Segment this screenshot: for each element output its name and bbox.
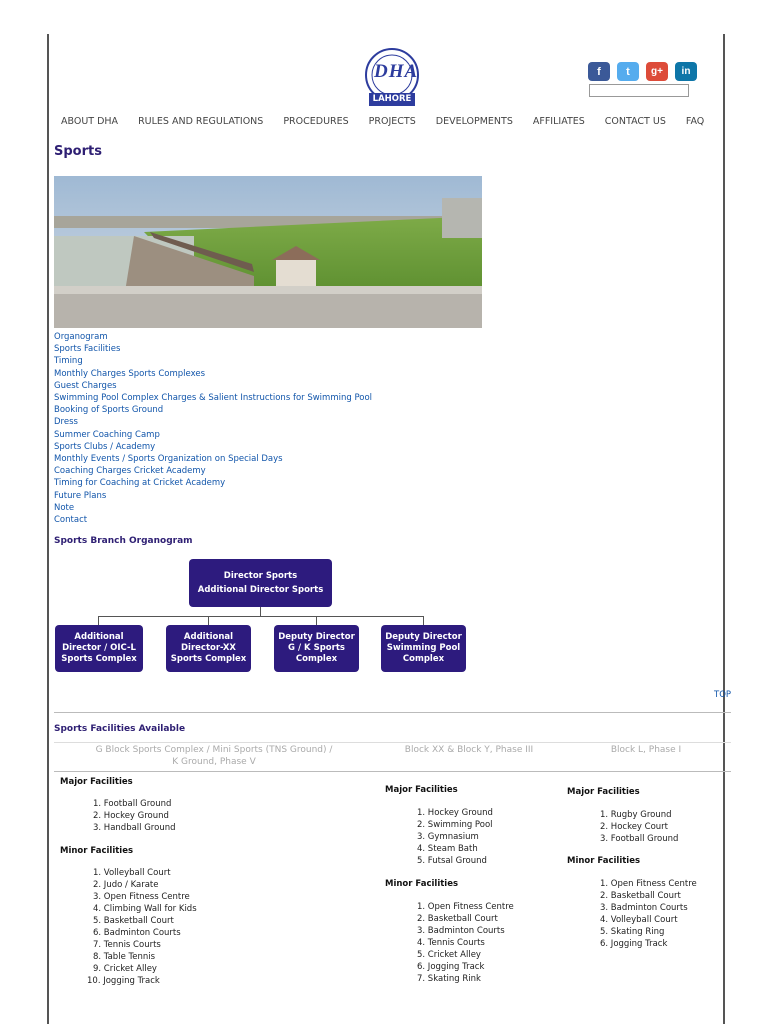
org-box-director-sports (189, 559, 332, 607)
org-director-line1: Director Sports (223, 570, 298, 581)
facility-column-header-block-xx (384, 744, 554, 756)
minor-facilities-label: Minor Facilities (60, 846, 134, 856)
page-title: Sports (54, 144, 102, 159)
dha-logo[interactable] (356, 47, 428, 109)
org-child-line: Deputy Director (385, 632, 462, 642)
major-facilities-label: Major Facilities (567, 787, 640, 797)
list-item: 2. Swimming Pool (417, 820, 493, 830)
org-child-line: Deputy Director (278, 632, 355, 642)
link-timing-coaching[interactable]: Timing for Coaching at Cricket Academy (54, 478, 226, 489)
nav-about-dha[interactable]: ABOUT DHA (61, 116, 119, 127)
list-item: 3. Handball Ground (93, 823, 176, 833)
link-booking-sports-ground[interactable]: Booking of Sports Ground (54, 405, 164, 416)
logo-text: DHA (374, 61, 419, 82)
list-item: 4. Steam Bath (417, 844, 478, 854)
org-box-gk-sports (274, 625, 359, 672)
list-item: 5. Skating Ring (600, 927, 665, 937)
divider (54, 712, 731, 713)
column-header-line: Block XX & Block Y, Phase III (404, 745, 534, 755)
org-connector (98, 616, 99, 625)
list-item: 6. Jogging Track (417, 962, 485, 972)
org-box-oic-l (55, 625, 143, 672)
minor-facilities-label: Minor Facilities (567, 856, 641, 866)
logo-subtext: LAHORE (372, 94, 412, 104)
nav-faq[interactable]: FAQ (685, 116, 705, 127)
nav-projects[interactable]: PROJECTS (368, 116, 416, 127)
search-input[interactable] (589, 84, 689, 97)
org-connector (260, 607, 261, 616)
list-item: 1. Volleyball Court (93, 868, 171, 878)
list-item: 3. Badminton Courts (600, 903, 688, 913)
list-item: 9. Cricket Alley (93, 964, 157, 974)
main-nav (61, 116, 704, 127)
list-item: 3. Open Fitness Centre (93, 892, 190, 902)
link-note[interactable]: Note (54, 502, 75, 513)
org-director-line2: Additional Director Sports (197, 584, 324, 595)
list-item: 1. Football Ground (93, 799, 172, 809)
org-connector (423, 616, 424, 625)
column-header-line: Block L, Phase I (610, 745, 682, 755)
org-child-line: Additional (183, 632, 234, 642)
top-link[interactable]: TOP (714, 690, 732, 700)
list-item: 1. Hockey Ground (417, 808, 493, 818)
org-child-line: Additional (74, 632, 124, 642)
minor-facilities-label: Minor Facilities (385, 879, 459, 889)
social-links (588, 62, 697, 81)
link-summer-coaching-camp[interactable]: Summer Coaching Camp (54, 429, 160, 440)
org-child-line: Director-XX (180, 643, 236, 653)
sports-link-list (54, 331, 372, 526)
minor-facilities-list (417, 901, 514, 985)
org-child-line: Complex (402, 654, 445, 664)
list-item: 4. Tennis Courts (417, 938, 485, 948)
org-child-line: Director / OIC-L (62, 643, 136, 653)
minor-facilities-list (600, 878, 697, 950)
org-child-line: G / K Sports (288, 643, 345, 653)
org-child-line: Swimming Pool (386, 643, 461, 653)
org-child-line: Sports Complex (61, 654, 137, 664)
list-item: 1. Rugby Ground (600, 810, 672, 820)
org-connector (316, 616, 317, 625)
major-facilities-label: Major Facilities (60, 777, 133, 787)
list-item: 3. Football Ground (600, 834, 679, 844)
major-facilities-list (93, 798, 176, 834)
org-connector (208, 616, 209, 625)
list-item: 4. Climbing Wall for Kids (93, 904, 197, 914)
list-item: 4. Volleyball Court (600, 915, 678, 925)
facebook-icon[interactable]: f (588, 62, 610, 81)
link-monthly-events[interactable]: Monthly Events / Sports Organization on Special Days (54, 454, 283, 465)
major-facilities-list (417, 807, 493, 867)
org-connector (98, 616, 424, 617)
google-plus-icon[interactable]: g+ (646, 62, 668, 81)
link-sports-facilities[interactable]: Sports Facilities (54, 344, 121, 355)
org-box-swimming-pool (381, 625, 466, 672)
nav-procedures[interactable]: PROCEDURES (283, 116, 349, 127)
org-child-line: Complex (295, 654, 338, 664)
sports-complex-photo (54, 176, 482, 328)
list-item: 2. Basketball Court (600, 891, 681, 901)
link-sports-clubs[interactable]: Sports Clubs / Academy (54, 441, 156, 452)
major-facilities-label: Major Facilities (385, 785, 458, 795)
link-organogram[interactable]: Organogram (54, 332, 108, 342)
link-timing[interactable]: Timing (54, 356, 83, 367)
nav-developments[interactable]: DEVELOPMENTS (435, 116, 513, 127)
list-item: 2. Hockey Court (600, 822, 669, 832)
list-item: 1. Open Fitness Centre (417, 902, 514, 912)
org-box-director-xx (166, 625, 251, 672)
divider (54, 771, 731, 772)
column-header-line: G Block Sports Complex / Mini Sports (TNS Ground) / (95, 745, 333, 755)
nav-rules-and-regulations[interactable]: RULES AND REGULATIONS (138, 116, 264, 127)
list-item: 2. Hockey Ground (93, 811, 169, 821)
major-facilities-list (600, 809, 678, 845)
list-item: 7. Skating Rink (417, 974, 481, 984)
divider (54, 742, 731, 743)
list-item: 8. Table Tennis (93, 952, 156, 962)
list-item: 5. Basketball Court (93, 916, 174, 926)
link-swimming-pool-charges[interactable]: Swimming Pool Complex Charges & Salient Instructions for Swimming Pool (54, 393, 373, 404)
organogram-heading: Sports Branch Organogram (54, 536, 193, 546)
link-monthly-charges[interactable]: Monthly Charges Sports Complexes (54, 368, 205, 379)
minor-facilities-list (87, 867, 197, 987)
link-contact[interactable]: Contact (54, 515, 88, 526)
list-item: 5. Futsal Ground (417, 856, 487, 866)
facilities-heading: Sports Facilities Available (54, 724, 186, 734)
nav-affiliates[interactable]: AFFILIATES (532, 116, 585, 127)
facility-column-header-block-l (586, 744, 706, 756)
list-item: 6. Jogging Track (600, 939, 668, 949)
list-item: 1. Open Fitness Centre (600, 879, 697, 889)
column-header-line: K Ground, Phase V (172, 757, 256, 767)
list-item: 2. Judo / Karate (93, 880, 159, 890)
list-item: 7. Tennis Courts (93, 940, 161, 950)
nav-contact-us[interactable]: CONTACT US (604, 116, 666, 127)
link-future-plans[interactable]: Future Plans (54, 490, 107, 501)
list-item: 5. Cricket Alley (417, 950, 481, 960)
list-item: 3. Badminton Courts (417, 926, 505, 936)
link-guest-charges[interactable]: Guest Charges (54, 380, 117, 391)
org-child-line: Sports Complex (170, 654, 247, 664)
link-coaching-charges[interactable]: Coaching Charges Cricket Academy (54, 466, 206, 477)
list-item: 6. Badminton Courts (93, 928, 181, 938)
twitter-icon[interactable]: t (617, 62, 639, 81)
list-item: 10. Jogging Track (87, 976, 160, 986)
list-item: 2. Basketball Court (417, 914, 498, 924)
facility-column-header-g-block (84, 744, 344, 768)
link-dress[interactable]: Dress (54, 417, 78, 428)
linkedin-icon[interactable]: in (675, 62, 697, 81)
list-item: 3. Gymnasium (417, 832, 479, 842)
